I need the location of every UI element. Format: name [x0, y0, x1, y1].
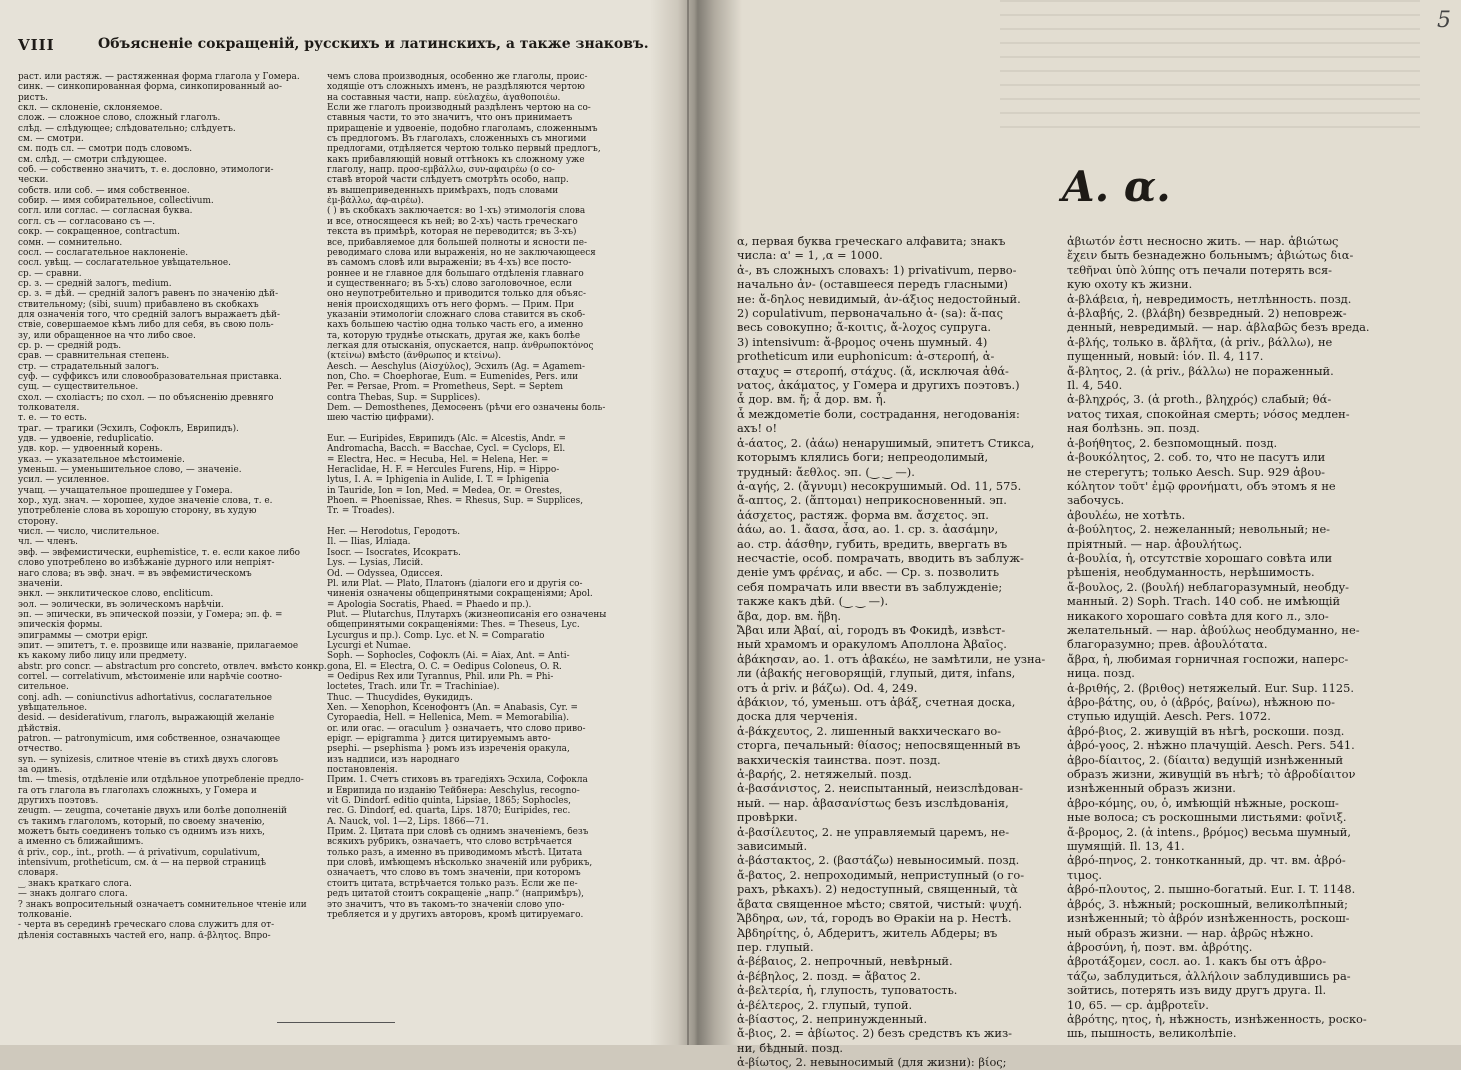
text-line: благоразумно; прев. ἀβουλότατα.	[1067, 637, 1268, 652]
text-line: скл. — склоненіе, склоняемое.	[18, 103, 163, 114]
text-line: сокр. — сокращенное, contractum.	[18, 227, 180, 238]
text-line: всякихъ рубрикъ, означаетъ, что слово встрѣчается	[327, 837, 573, 848]
text-line: ἀβρός, 3. нѣжный; роскошный, великолѣпный;	[1067, 896, 1348, 911]
text-line: = Oedipus Rex или Tyrannus, Phil. или Ph. = Phi-	[327, 671, 554, 682]
text-line: zeugm. — zeugma, сочетаніе двухъ или болѣе дополненій	[18, 806, 287, 817]
text-line: въ вышеприведенныхъ примѣрахъ, подъ словами	[327, 185, 559, 196]
text-line: толкователя.	[18, 403, 80, 413]
text-line: ἀ-βλαβής, 2. (βλάβη) безвредный. 2) неповреж-	[1067, 306, 1347, 321]
text-line: сосл. — сослагательное наклоненіе.	[18, 247, 189, 258]
abbreviations-column-2	[327, 72, 632, 920]
text-line: ница. позд.	[1067, 666, 1135, 681]
text-line: требляется и у другихъ авторовъ, кромѣ цитируемаго.	[327, 909, 584, 920]
text-line: себя помрачать или ввести въ заблужденіе;	[737, 579, 1003, 594]
text-line: числ. — число, числительное.	[18, 527, 160, 538]
text-line: ἀβρό-βιος, 2. живущій въ нѣгѣ, роскоши. позд.	[1067, 723, 1345, 738]
text-line: словаря.	[18, 868, 59, 879]
page-number: VIII	[18, 36, 55, 54]
section-letter: A. α.	[1062, 162, 1171, 211]
text-line: эпическія формы.	[18, 620, 103, 631]
text-line: intensivum, protheticum, см. ἀ — на первой страницѣ	[18, 858, 266, 869]
text-line: ный. — нар. ἀβασανίστως безъ изслѣдованія,	[737, 795, 1009, 810]
text-line: ные волоса; съ роскошными листьями: φοῖνιξ.	[1067, 810, 1347, 825]
text-line: A. Nauck, vol. 1—2, Lips. 1866—71.	[327, 816, 489, 827]
text-line: Il. 4, 540.	[1067, 378, 1123, 393]
text-line: ствительному; (sibi, suum) прибавлено въ скобкахъ	[18, 299, 259, 310]
text-line: усил. — усиленное.	[18, 475, 110, 486]
text-line: слѣд. — слѣдующее; слѣдовательно; слѣдуетъ.	[18, 123, 236, 134]
text-line: ἔχειν быть безнадежно больнымъ; ἀβιώτως δια-	[1067, 248, 1354, 263]
text-line: ‿ знакъ краткаго слога.	[18, 878, 132, 889]
text-line: νατος тихая, спокойная смерть; νόσος медлен-	[1067, 406, 1350, 421]
text-line: ἀ-βίωτος, 2. невыносимый (для жизни): βίος;	[737, 1055, 1007, 1070]
text-line: чески.	[18, 175, 49, 186]
text-line: ἆ междометіе боли, сострадання, негодованія:	[737, 406, 1020, 421]
text-line: τιμος.	[1067, 867, 1103, 882]
text-line: ἄ-βλητος, 2. (ἀ priv., βάλλω) не пораженный.	[1067, 363, 1334, 378]
text-line: рахъ, рѣкахъ). 2) недоступный, священный, τὰ	[737, 882, 1018, 897]
text-line: энкл. — энклитическое слово, encliticum.	[18, 589, 214, 600]
text-line: траг. — трагики (Эсхилъ, Софоклъ, Еврипидъ).	[18, 423, 239, 434]
text-line: суф. — суффиксъ или словообразовательная приставка.	[18, 371, 282, 382]
text-line: ἀ-βαρής, 2. нетяжелый. позд.	[737, 767, 912, 782]
text-line: ἄβατα священное мѣсто; святой, чистый: ψυχή.	[737, 896, 1023, 911]
text-line: общепринятыми сокращеніями: Thes. = Theseus, Lyc.	[327, 620, 580, 631]
text-line: роннее и не главное для большаго отдѣленія главнаго	[327, 268, 584, 279]
text-line: это значитъ, что въ такомъ-то значеніи слово упо-	[327, 899, 565, 910]
text-line: ἀ-, въ сложныхъ словахъ: 1) privativum, перво-	[737, 262, 1017, 277]
text-line: Cyropaedia, Hell. = Hellenica, Mem. = Memorabilia).	[327, 713, 570, 724]
book-gutter	[650, 0, 742, 1045]
text-line: та, которую труднѣе отыскать, другая же, какъ болѣе	[327, 330, 581, 341]
text-line: Per. = Persae, Prom. = Prometheus, Sept. = Septem	[327, 382, 564, 393]
text-line: согл. съ — согласовано съ —.	[18, 216, 156, 227]
text-line: не: ἄ-δηλος невидимый, ἀν-άξιος недостойный.	[737, 291, 1021, 306]
text-line: начально ἀν- (оставшееся передъ гласными)	[737, 277, 1008, 292]
text-line: Xen. — Xenophon, Ксенофонтъ (An. = Anabasis, Cyr. =	[327, 702, 578, 713]
text-line: редъ цитатой стоитъ сокращеніе „напр.“ (напримѣръ),	[327, 889, 584, 900]
text-line: сторга, печальный: θίασος; непосвященный въ	[737, 738, 1021, 753]
text-line: эвф. — эвфемистически, euphemistice, т. е. если какое либо	[18, 547, 301, 558]
text-line: эпиграммы — смотри epigr.	[18, 630, 148, 641]
text-line: Lycurgus и пр.). Comp. Lyc. et N. = Comparatio	[327, 630, 545, 641]
text-line: 2) copulativum, первоначально ἀ- (sa): ἅ-πας	[737, 306, 1003, 321]
text-line: можетъ быть соединенъ только съ однимъ изъ нихъ,	[18, 827, 265, 838]
text-line: легкая для отысканія, опускается, напр. ἀνθρωποκτόνος	[327, 340, 594, 351]
text-line: Isocr. — Isocrates, Исократъ.	[327, 547, 461, 558]
text-line: Tr. = Troades).	[327, 506, 395, 517]
text-line: къ какому либо лицу или предмету.	[18, 651, 187, 662]
footer-rule	[277, 1022, 395, 1023]
text-line: ἀβάκιον, τό, уменьш. отъ ἀβάξ, счетная доска,	[737, 695, 1016, 709]
text-line: ли (ἀβακής неговорящій, глупый, дитя, infans,	[737, 666, 1016, 681]
text-line: слово употреблено во избѣжаніе дурного или непріят-	[18, 558, 275, 569]
text-line: приращеніе и удвоеніе, подобно глаголамъ, сложеннымъ	[327, 123, 598, 134]
text-line: tm. — tmesis, отдѣленіе или отдѣльное употребленіе предло-	[18, 775, 304, 786]
text-line: ἀ-βούλητος, 2. нежеланный; невольный; не-	[1067, 522, 1331, 537]
text-line: которымъ клялись боги; непреодолимый,	[737, 450, 989, 465]
text-line: ἄ-βρομος, 2. (ἀ intens., βρόμος) весьма шумный,	[1067, 824, 1352, 839]
text-line: ненія происходящихъ отъ него формъ. — Прим. При	[327, 299, 574, 310]
text-line: схол. — схоліастъ; по схол. — по объясненію древняго	[18, 392, 274, 403]
text-line: ср. з. — средній залогъ, medium.	[18, 278, 172, 289]
text-line: собств. или соб. — имя собственное.	[18, 185, 190, 196]
text-line: эпит. — эпитетъ, т. е. прозвище или названіе, прилагаемое	[18, 640, 299, 651]
text-line: ἀ-βασίλευτος, 2. не управляемый царемъ, не-	[737, 824, 1010, 839]
text-line: Lycurgi et Numae.	[327, 640, 411, 651]
text-line: = Electra, Hec. = Hecuba, Hel. = Helena, Her. =	[327, 454, 549, 465]
text-line: зависимый.	[737, 839, 808, 854]
text-line: lytus, I. A. = Iphigenia in Aulide, I. T. = Iphigenia	[327, 475, 550, 486]
text-line: а именно съ ближайшимъ.	[18, 837, 144, 848]
text-line: ная болѣзнь. эп. позд.	[1067, 421, 1200, 436]
text-line: epigr. — epigramma } дится цитируемымъ авто-	[327, 734, 551, 744]
left-page	[0, 0, 688, 1045]
text-line: ? знакъ вопросительный означаетъ сомнительное чтеніе или	[18, 899, 307, 910]
text-line: пущенный, новый: ἰόν. Il. 4, 117.	[1067, 349, 1264, 364]
text-line: ἀ-βριθής, 2. (βριθος) нетяжелый. Eur. Sup. 1125.	[1067, 680, 1354, 695]
text-line: при словѣ, имѣющемъ нѣсколько значеній или рубрикъ,	[327, 858, 593, 869]
text-line: кую охоту къ жизни.	[1067, 277, 1193, 292]
text-line: ἀ-βλής, только в. ἄβλῆτα, (ἀ priv., βάλλω), не	[1067, 334, 1333, 349]
text-line: ἀ-βέβαιος, 2. непрочный, невѣрный.	[737, 954, 953, 969]
text-line: τεθῆναι ὑπὸ λύπης отъ печали потерять вся-	[1067, 262, 1332, 277]
text-line: употребленіе слова въ хорошую сторону, въ худую	[18, 506, 257, 517]
text-line: все, прибавляемое для большей полноты и ясности пе-	[327, 237, 588, 248]
text-line: провѣрки.	[737, 810, 798, 825]
text-line: (κτείνω) вмѣсто (ἄνθρωπος и κτείνω).	[327, 351, 502, 362]
text-line: Heraclidae, H. F. = Hercules Furens, Hip. = Hippo-	[327, 465, 560, 476]
text-line: ставѣ второй части слѣдуетъ смотрѣть особо, напр.	[327, 175, 569, 186]
text-line: отъ ἀ priv. и βάζω). Od. 4, 249.	[737, 680, 918, 695]
text-line: пріятный. — нар. ἀβουλήτως.	[1067, 536, 1243, 551]
text-line: сторону.	[18, 516, 59, 527]
text-line: не стерегутъ; только Aesch. Sup. 929 ἀβου-	[1067, 464, 1325, 479]
text-line: ( ) въ скобкахъ заключается: во 1-хъ) этимологія слова	[327, 206, 586, 217]
text-line: вакхическія таинства. поэт. позд.	[737, 752, 941, 767]
text-line: correl. — correlativum, мѣстоименіе или нарѣчіе соотно-	[18, 671, 283, 682]
text-line: см. подъ сл. — смотри подъ словомъ.	[18, 144, 193, 155]
text-line: σταχυς = στεροπή, στάχυς. (ἄ, исключая ἀθά-	[737, 363, 1009, 378]
text-line: забочусь.	[1067, 493, 1125, 508]
text-line: стр. — страдательный залогъ.	[18, 361, 160, 372]
text-line: денный, невредимый. — нар. ἀβλαβῶς безъ вреда.	[1067, 320, 1370, 335]
text-line: для означенія того, что средній залогъ выражаетъ дѣй-	[18, 309, 280, 320]
text-line: т. е. — то есть.	[18, 413, 88, 424]
text-line: ствіе, совершаемое кѣмъ либо для себя, въ свою поль-	[18, 320, 274, 331]
text-line: = Apologia Socratis, Phaed. = Phaedo и пр.).	[327, 599, 532, 610]
text-line: учащ. — учащательное прошедшее у Гомера.	[18, 485, 233, 496]
text-line: зу, или обращенное на что либо свое.	[18, 330, 196, 341]
text-line: Aesch. — Aeschylus (Αἰσχύλος), Эсхилъ (Ag. = Agamem-	[327, 361, 586, 372]
text-line: ср. — сравни.	[18, 268, 82, 279]
text-line: ἀβρότης, ητος, ἡ, нѣжность, изнѣженность, роско-	[1067, 1011, 1367, 1026]
text-line: ἀβρο-δίαιτος, 2. (δίαιτα) ведущій изнѣженный	[1067, 752, 1344, 767]
text-line: за одинъ.	[18, 765, 63, 776]
text-line: Прим. 1. Счетъ стиховъ въ трагедіяхъ Эсхила, Софокла	[327, 775, 588, 786]
text-line: Ἀβδηρίτης, ὁ, Абдеритъ, житель Абдеры; въ	[737, 925, 998, 940]
text-line: деніе умъ φρένας, и абс. — Ср. з. позволить	[737, 565, 1000, 580]
text-line: соб. — собственно значитъ, т. е. дословно, этимологи-	[18, 165, 274, 176]
text-line: ἄβρα, ἡ, любимая горничная госпожи, наперс-	[1067, 651, 1349, 666]
text-line: ἆ дор. вм. ἤ; ἆ дор. вм. ἦ.	[737, 392, 887, 407]
text-line: Dem. — Demosthenes, Демосѳенъ (рѣчи его означены боль-	[327, 403, 606, 413]
text-line: кахъ большею частію одна только часть его, а именно	[327, 320, 584, 331]
text-line: non, Cho. = Choephorae, Eum. = Eumenides, Pers. или	[327, 371, 579, 382]
text-line	[327, 424, 632, 434]
text-line: ἀ-βληχρός, 3. (ἀ proth., βληχρός) слабый; θά-	[1067, 392, 1332, 407]
text-line: Il. — Ilias, Иліада.	[327, 537, 411, 548]
text-line: и существеннаго; въ 5-хъ) слово заголовочное, если	[327, 278, 572, 289]
text-line: ἀβρο-βάτης, ου, ὁ (ἀβρός, βαίνω), нѣжною по-	[1067, 695, 1335, 709]
text-line: α, первая буква греческаго алфавита; знакъ	[737, 234, 1006, 248]
text-line: Pl. или Plat. — Plato, Платонъ (діалоги его и другія со-	[327, 578, 583, 589]
text-line: сосл. увѣщ. — сослагательное увѣщательное.	[18, 258, 231, 269]
text-line: эол. — эолически, въ эолическомъ нарѣчіи.	[18, 599, 224, 610]
text-line: ἀ-βουλία, ἡ, отсутствіе хорошаго совѣта или	[1067, 550, 1333, 565]
text-line: чемъ слова производныя, особенно же глаголы, проис-	[327, 72, 588, 82]
text-line: доска для черченія.	[737, 709, 858, 724]
text-line: весь совокупно; ἄ-κοιτις, ἄ-λοχος супруга.	[737, 320, 991, 335]
text-line: ἀ-βουκόλητος, 2. соб. то, что не пасутъ или	[1067, 450, 1326, 465]
text-line: въ самомъ словѣ или выраженіи; въ 4-хъ) все постo-	[327, 258, 572, 269]
text-line: пер. глупый.	[737, 939, 814, 954]
text-line: Ἄβδηρα, ων, τά, городъ во Ѳракіи на р. Нестѣ.	[737, 911, 1012, 926]
text-line: desid. — desiderativum, глаголъ, выражающій желаніе	[18, 713, 275, 724]
text-line: ἀβρό-πηνος, 2. тонкотканный, др. чт. вм. ἀβρό-	[1067, 853, 1346, 868]
text-line: τάζω, заблудиться, ἀλλήλοιν заблудившись ра-	[1067, 968, 1351, 983]
text-line: ср. з. = дѣй. — средній залогъ равенъ по значенію дѣй-	[18, 289, 279, 300]
text-line: слож. — сложное слово, сложный глаголъ.	[18, 113, 221, 124]
text-line: ἀβροτάξομεν, сосл. ао. 1. какъ бы отъ ἀβρο-	[1067, 954, 1327, 969]
abbreviations-column-1	[18, 72, 328, 941]
text-line: см. — смотри.	[18, 134, 84, 145]
page-title: Объясненіе сокращеній, русскихъ и латинскихъ, а также знаковъ.	[98, 36, 649, 52]
text-line: эп. — эпически, въ эпической поэзіи, у Гомера; эп. ф. =	[18, 609, 283, 620]
text-line: глаголу, напр. προσ-εμβάλλω, συν-αφαιρέω (о со-	[327, 165, 555, 176]
text-line: дѣйствія.	[18, 723, 61, 734]
text-line: 3) intensivum: ἄ-βρομος очень шумный. 4)	[737, 334, 988, 349]
text-line: ἀ-βασάνιστος, 2. неиспытанный, неизслѣдован-	[737, 781, 1023, 796]
text-line: Soph. — Sophocles, Софоклъ (Ai. = Aiax, Ant. = Anti-	[327, 651, 570, 662]
text-line: значеніи.	[18, 578, 63, 589]
text-line: ἀβουλέω, не хотѣть.	[1067, 507, 1186, 522]
text-line: ставныя части, то это значитъ, что онъ принимаетъ	[327, 113, 573, 124]
text-line: несчастіе, особ. помрачать, вводить въ заблуж-	[737, 550, 1024, 565]
text-line: оно неупотребительно и приводится только для объяс-	[327, 289, 587, 300]
text-line: другихъ поэтовъ.	[18, 796, 99, 807]
text-line: ἀ-βελτερία, ἡ, глупость, туповатость.	[737, 983, 958, 998]
text-line: согл. или соглас. — согласная буква.	[18, 206, 193, 217]
text-line: ср. р. — средній родъ.	[18, 340, 122, 351]
text-line: ἀ-άατος, 2. (ἀάω) ненарушимый, эпитетъ Стикса,	[737, 435, 1035, 450]
text-line: ἀβρό-πλουτος, 2. пышно-богатый. Eur. I. T. 1148.	[1067, 882, 1356, 897]
text-line: protheticum или euphonicum: ἀ-στεροπή, ἀ-	[737, 349, 995, 364]
text-line: ἀ-βοήθητος, 2. безпомощный. позд.	[1067, 435, 1278, 450]
text-line: и Еврипида по изданію Тейбнера: Aeschylus, recogno-	[327, 785, 580, 796]
corner-mark: 5	[1437, 8, 1451, 33]
text-line: см. слѣд. — смотри слѣдующее.	[18, 154, 167, 165]
text-line: увѣщательное.	[18, 702, 88, 713]
text-line: дѣленія составныхъ частей его, напр. ἄ-βλητος. Впро-	[18, 930, 271, 941]
text-line: ао. стр. ἀάσθην, губить, вредить, ввергать въ	[737, 536, 1008, 551]
text-line: Thuc. — Thucydides, Ѳукидидъ.	[327, 692, 473, 703]
text-line: Her. — Herodotus, Геродотъ.	[327, 527, 461, 538]
text-line: толкованіе.	[18, 909, 72, 920]
text-line: на составныя части, напр. εὐελαχέω, ἀγαθοποιέω.	[327, 92, 561, 103]
text-line: зойтись, потерять изъ виду другъ друга. Il.	[1067, 983, 1327, 998]
text-line: ἄ-βουλος, 2. (βουλή) неблагоразумный, необду-	[1067, 579, 1350, 594]
text-line: ἄ-βατος, 2. непроходимый, неприступный (о го-	[737, 867, 1025, 882]
text-line: отчество.	[18, 744, 63, 755]
text-line: желательный. — нар. ἀβούλως необдуманно, не-	[1067, 622, 1360, 637]
text-line: га отъ глагола въ глаголахъ сложныхъ, у Гомера и	[18, 785, 257, 796]
text-line: удв. кор. — удвоенный корень.	[18, 444, 163, 455]
text-line: ἀ priv., cop., int., proth. — ἀ privativum, copulativum,	[18, 847, 261, 858]
text-line: ἀβάκησαν, ао. 1. отъ ἀβακέω, не замѣтили, не узна-	[737, 651, 1046, 666]
dictionary-column-2	[1067, 234, 1437, 1041]
text-line: Lys. — Lysias, Лисій.	[327, 558, 424, 569]
text-line: указаніи этимологіи сложнаго слова ставится въ скоб-	[327, 309, 586, 320]
text-line: предлогами, отдѣляется чертою только первый предлогъ,	[327, 144, 601, 155]
text-line: — знакъ долгаго слога.	[18, 889, 128, 900]
dictionary-column-1	[737, 234, 1065, 1070]
text-line: Plut. — Plutarchus, Плутархъ (жизнеописанія его означены	[327, 609, 607, 620]
text-line: ἀβρό-γοος, 2. нѣжно плачущій. Aesch. Pers. 541.	[1067, 738, 1355, 753]
text-line: сительное.	[18, 682, 69, 693]
text-line: νατος, ἀκάματος, у Гомера и другихъ поэтовъ.)	[737, 378, 1020, 393]
text-line: ἀβρο-κόμης, ου, ὁ, имѣющій нѣжные, роскош-	[1067, 795, 1339, 810]
text-line: съ такимъ глаголомъ, который, по своему значенію,	[18, 816, 265, 827]
show-through-text	[1000, 0, 1420, 130]
text-line: изъ надписи, изъ народнаго	[327, 754, 460, 765]
text-line: уменьш. — уменьшительное слово, — значеніе.	[18, 465, 242, 476]
text-line: шумящій. Il. 13, 41.	[1067, 839, 1185, 854]
text-line: ἀ-βάκχευτος, 2. лишенный вакхическаго во-	[737, 723, 1002, 738]
text-line: or. или orac. — oraculum } означаетъ, что слово приво-	[327, 723, 586, 734]
text-line: шею частію цифрами).	[327, 413, 435, 424]
text-line: Od. — Odyssea, Одиссея.	[327, 568, 443, 579]
text-line: ἀ-βλάβεια, ἡ, невредимость, нетлѣнность. позд.	[1067, 291, 1352, 306]
text-line: какъ прибавляющій новый оттѣнокъ къ сложному уже	[327, 154, 585, 165]
text-line: Andromacha, Bacch. = Bacchae, Cycl. = Cyclops, El.	[327, 444, 566, 455]
text-line: ный храмомъ и оракуломъ Аполлона Ἀβαῖος.	[737, 637, 1007, 652]
text-line: только разъ, а именно въ приводимомъ мѣстѣ. Цитата	[327, 847, 583, 858]
text-line: постановленія.	[327, 765, 398, 776]
page-edge	[687, 0, 689, 1045]
text-line: изнѣженный; τὸ ἀβρόν изнѣженность, роскош-	[1067, 911, 1350, 926]
text-line: ἀ-βέβηλος, 2. позд. = ἄβατος 2.	[737, 968, 921, 983]
text-line: указ. — указательное мѣстоименіе.	[18, 454, 185, 465]
text-line: Eur. — Euripides, Еврипидъ (Alc. = Alcestis, Andr. =	[327, 434, 566, 445]
text-line: ἀάω, ао. 1. ἄασα, ἆσα, ао. 1. ср. з. ἀασάμην,	[737, 522, 999, 537]
text-line: чиненія означены общепринятыми сокращеніями; Apol.	[327, 589, 593, 600]
text-line: ἀ-αγής, 2. (ἄγνυμι) несокрушимый. Od. 11, 575.	[737, 478, 1022, 493]
text-line: рѣшенія, необдуманность, нерѣшимость.	[1067, 565, 1315, 580]
text-line: ходящіе отъ сложныхъ именъ, не раздѣляются чертою	[327, 82, 585, 93]
text-line: psephi. — psephisma } ромъ изъ изреченія оракула,	[327, 744, 570, 755]
text-line: никакого хорошаго совѣта для кого л., зло-	[1067, 608, 1329, 623]
text-line: Phoen. = Phoenissae, Rhes. = Rhesus, Sup. = Supplices,	[327, 496, 584, 507]
text-line: vit G. Dindorf. editio quinta, Lipsiae, 1865; Sophocles,	[327, 796, 571, 807]
text-line: стоитъ цитата, встрѣчается только разъ. Если же пе-	[327, 878, 578, 889]
text-line: удв. — удвоеніе, reduplicatio.	[18, 434, 154, 445]
text-line: Прим. 2. Цитата при словѣ съ однимъ значеніемъ, безъ	[327, 827, 589, 838]
text-line: loctetes, Trach. или Tr. = Trachiniae).	[327, 682, 500, 693]
text-line: contra Thebas, Sup. = Supplices).	[327, 392, 481, 403]
text-line: ступью идущій. Aesch. Pers. 1072.	[1067, 709, 1271, 724]
text-line: реводимаго слова или выраженія, но не заключающееся	[327, 247, 596, 258]
text-line: шь, пышность, великолѣпіе.	[1067, 1026, 1237, 1041]
text-line: срав. — сравнительная степень.	[18, 351, 170, 362]
text-line: rec. G. Dindorf, ed. quarta, Lips. 1870; Euripides, rec.	[327, 806, 571, 817]
text-line: κόλητον τοῦτ' ἐμῷ φρονήματι, объ этомъ я не	[1067, 478, 1336, 493]
text-line: наго слова; въ эвф. знач. = въ эвфемистическомъ	[18, 568, 252, 579]
text-line: in Tauride, Ion = Ion, Med. = Medea, Or. = Orestes,	[327, 485, 563, 496]
text-line: образъ жизни, живущій въ нѣгѣ; τὸ ἀβροδίαιτον	[1067, 767, 1356, 782]
text-line: текста въ примѣрѣ, которая не переводится; въ 3-хъ)	[327, 227, 577, 238]
text-line: gona, El. = Electra, O. C. = Oedipus Coloneus, O. R.	[327, 661, 562, 672]
text-line: 10, 65. — ср. ἀμβροτεῖν.	[1067, 997, 1209, 1012]
text-line: abstr. pro concr. — abstractum pro concreto, отвлеч. вмѣсто конкр.	[18, 661, 327, 672]
text-line: Ἄβαι или Ἀβαί, αἱ, городъ въ Фокидѣ, извѣст-	[737, 622, 1006, 637]
text-line: означаетъ, что слово въ томъ значеніи, при которомъ	[327, 868, 581, 879]
text-line: ἀβιωτόν ἐστι несносно жить. — нар. ἀβιώτως	[1067, 234, 1339, 248]
text-line: раст. или растяж. — растяженная форма глагола у Гомера.	[18, 72, 300, 82]
text-line: ἐμ-βάλλω, ἀφ-αιρέω).	[327, 196, 424, 207]
text-line: также какъ дѣй. (‿ ‿ —).	[737, 594, 889, 609]
text-line	[327, 517, 632, 527]
text-line: ἀ-βάστακτος, 2. (βαστάζω) невыносимый. позд.	[737, 853, 1020, 868]
text-line: ἀάσχετος, растяж. форма вм. ἄσχετος. эп.	[737, 507, 989, 522]
text-line: ἄβα, дор. вм. ἥβη.	[737, 608, 841, 623]
text-line: трудный: ἄεθλος. эп. (‿ ‿ —).	[737, 464, 915, 479]
text-line: числа: α' = 1, ,α = 1000.	[737, 248, 883, 263]
text-line: ахъ! о!	[737, 421, 778, 436]
text-line: ни, бѣдный. позд.	[737, 1040, 843, 1055]
text-line: изнѣженный образъ жизни.	[1067, 781, 1236, 796]
text-line: ристъ.	[18, 92, 48, 103]
text-line: ἄ-απτος, 2. (ἅπτομαι) неприкосновенный. эп.	[737, 493, 1007, 508]
text-line: съ предлогомъ. Въ глаголахъ, сложенныхъ съ многими	[327, 134, 587, 145]
text-line: conj. adh. — coniunctivus adhortativus, сослагательное	[18, 692, 272, 703]
text-line: patron. — patronymicum, имя собственное, означающее	[18, 734, 281, 744]
text-line: ἀβροσύνη, ἡ, поэт. вм. ἀβρότης.	[1067, 939, 1253, 954]
text-line: ный образъ жизни. — нар. ἀβρῶς нѣжно.	[1067, 925, 1314, 940]
text-line: ἀ-βέλτερος, 2. глупый, тупой.	[737, 997, 913, 1012]
text-line: ἀ-βίαστος, 2. непринужденный.	[737, 1011, 928, 1026]
text-line: собир. — имя собирательное, collectivum.	[18, 196, 214, 207]
text-line: сомн. — сомнительно.	[18, 237, 123, 248]
text-line: чл. — членъ.	[18, 537, 78, 548]
text-line: манный. 2) Soph. Trach. 140 соб. не имѣющій	[1067, 594, 1341, 609]
text-line: синк. — синкопированная форма, синкопированный ао-	[18, 82, 282, 93]
text-line: хор., худ. знач. — хорошее, худое значеніе слова, т. е.	[18, 496, 273, 507]
text-line: Если же глаголъ производный раздѣленъ чертою на со-	[327, 103, 591, 114]
text-line: syn. — synizesis, слитное чтеніе въ стихѣ двухъ слоговъ	[18, 754, 279, 765]
text-line: ἄ-βιος, 2. = ἀβίωτος. 2) безъ средствъ къ жиз-	[737, 1026, 1013, 1041]
text-line: и все, относящееся къ ней; во 2-хъ) часть греческаго	[327, 216, 578, 227]
text-line: сущ. — существительное.	[18, 382, 139, 393]
text-line: - черта въ серединѣ греческаго слова служитъ для от-	[18, 920, 275, 931]
